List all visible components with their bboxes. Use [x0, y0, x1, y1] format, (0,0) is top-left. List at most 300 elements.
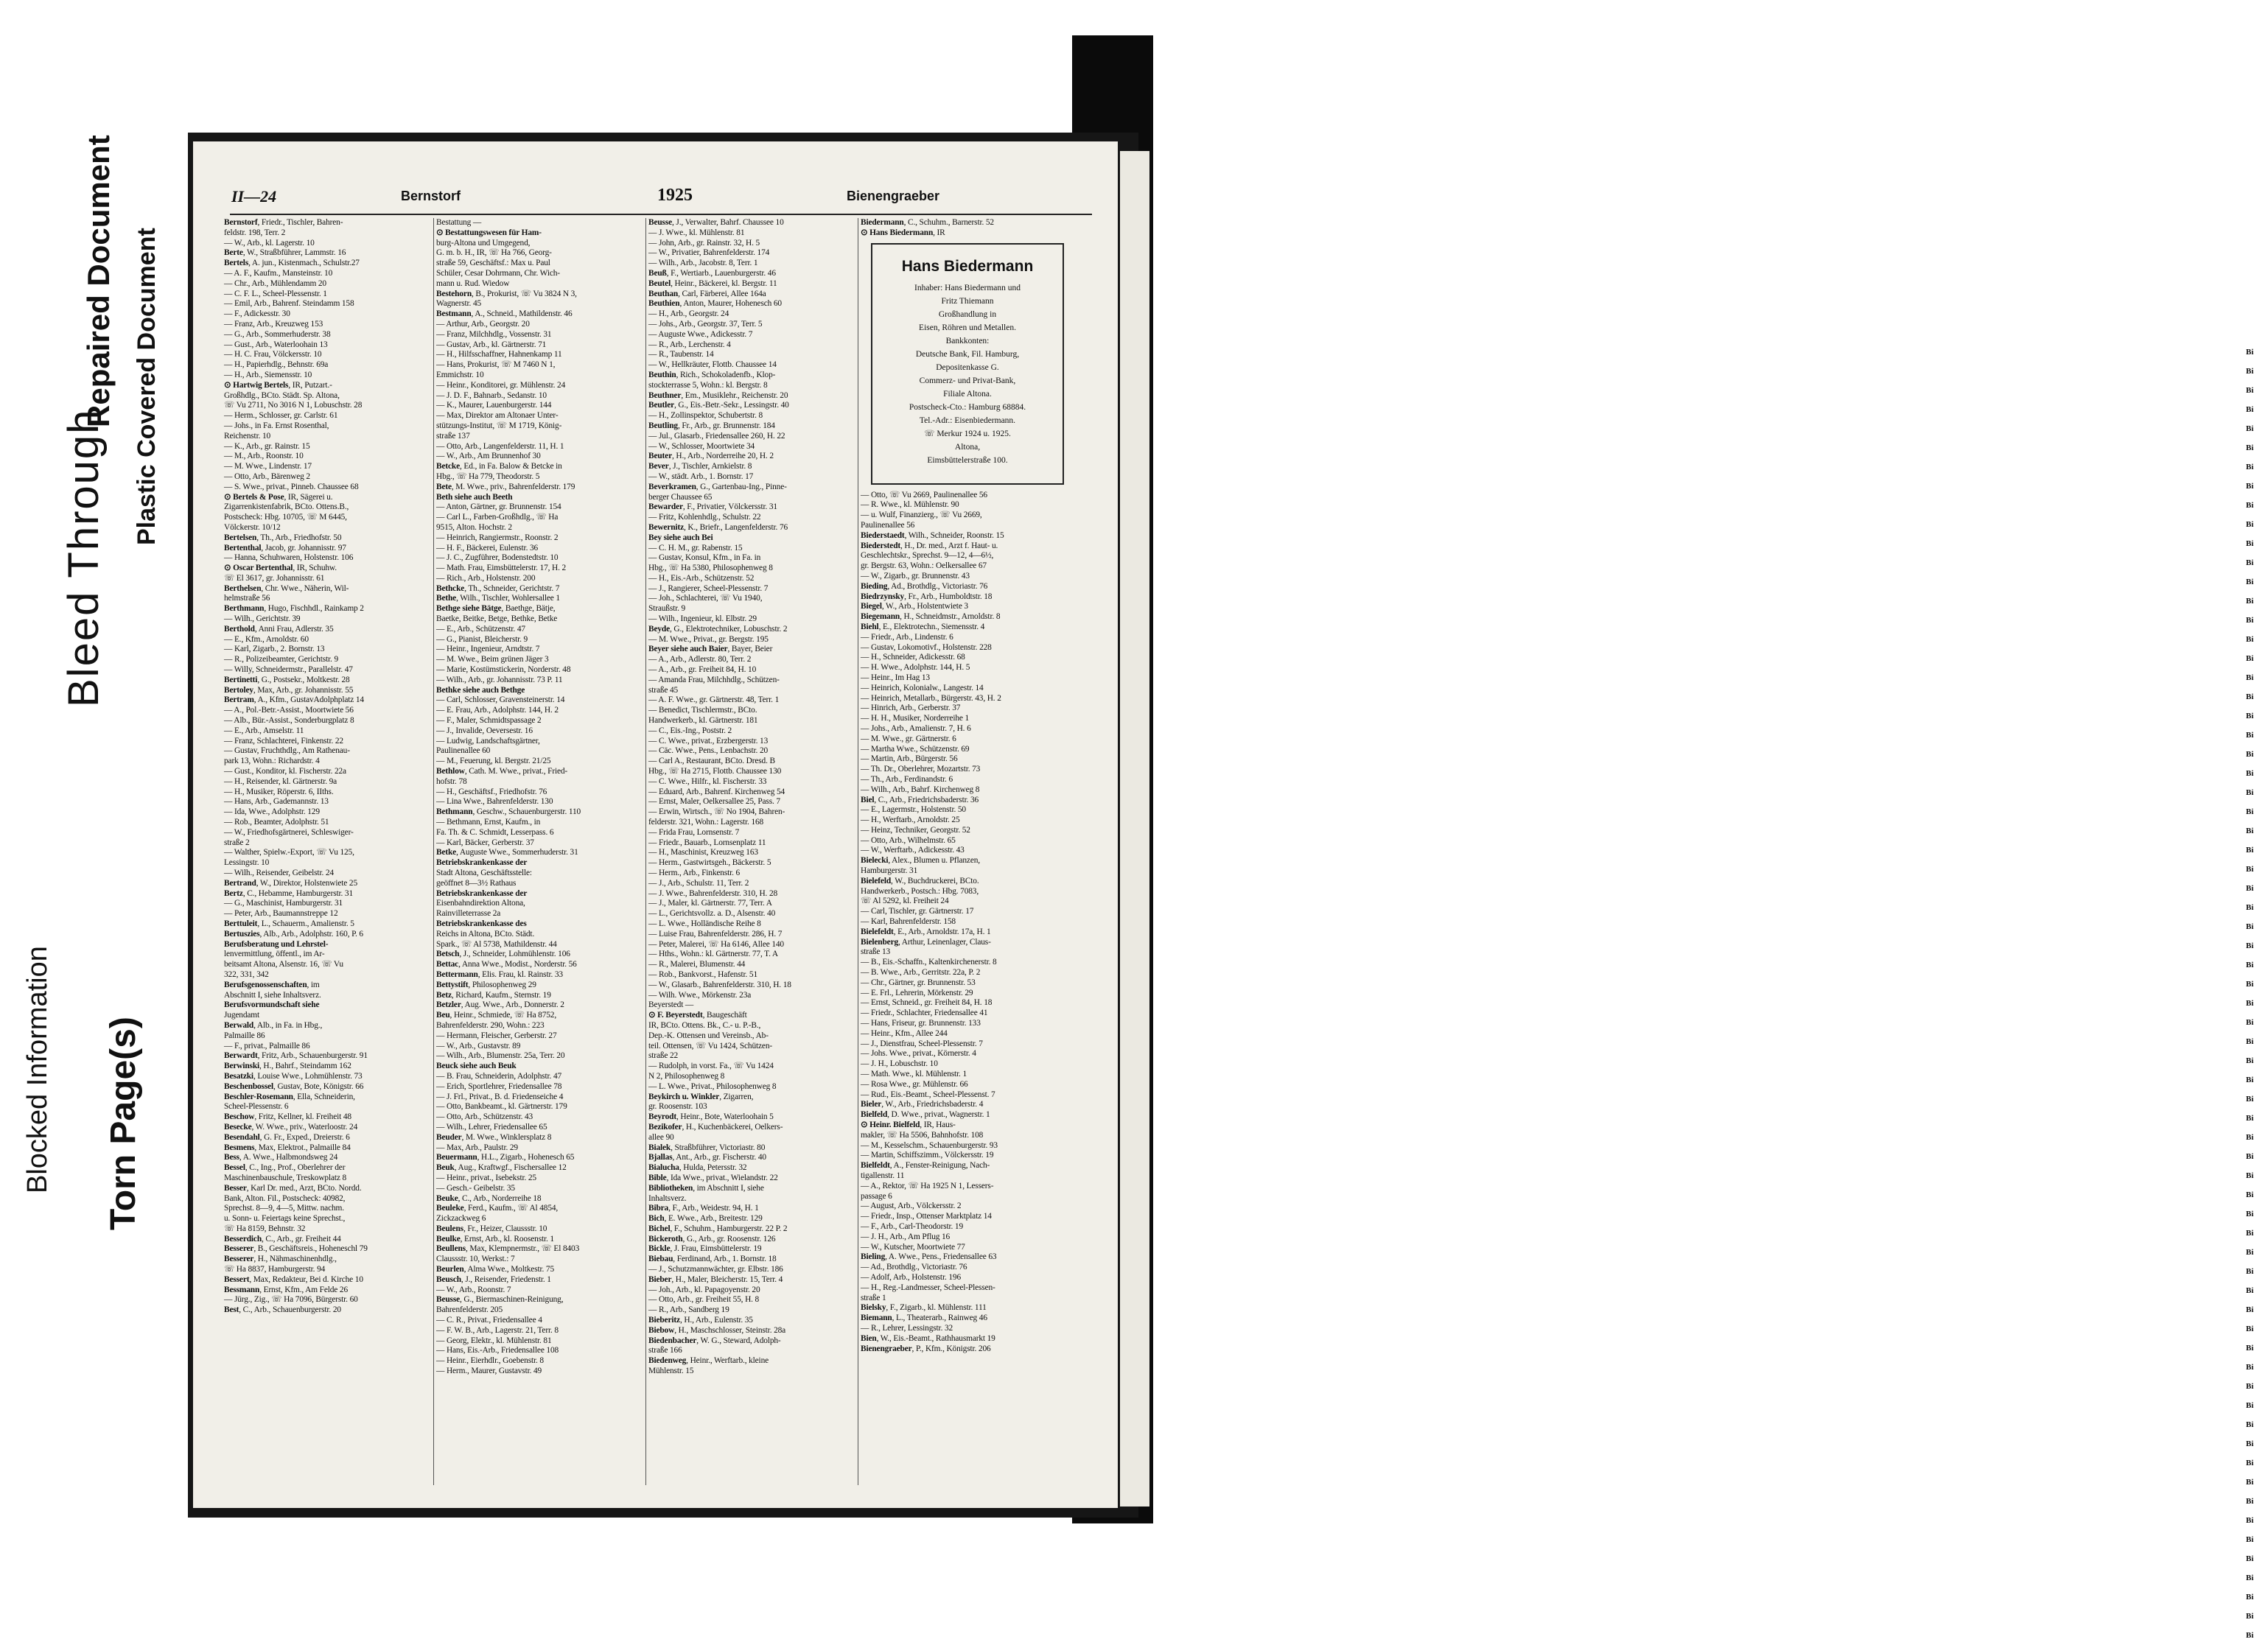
directory-entry-line: Straußstr. 9	[648, 604, 686, 614]
column-1	[224, 218, 432, 1493]
directory-entry-line: Bethge siehe Bätge, Baethge, Bätje,	[436, 604, 556, 614]
directory-entry-line: Bestehorn, B., Prokurist, ☏ Vu 3824 N 3,	[436, 289, 577, 298]
adjacent-page-fragment: Bi	[2246, 1401, 2254, 1410]
directory-entry-line: straße 2	[224, 838, 250, 847]
directory-entry-line: — Fritz, Kohlenhdlg., Schulstr. 22	[648, 513, 761, 522]
directory-entry-line: Betzler, Aug. Wwe., Arb., Donnerstr. 2	[436, 1000, 564, 1010]
directory-entry-line: hofstr. 78	[436, 776, 467, 786]
directory-entry-line: Bialucha, Hulda, Petersstr. 32	[648, 1163, 747, 1173]
directory-entry-line: Bieberitz, H., Arb., Eulenstr. 35	[648, 1316, 753, 1325]
directory-entry-line: Bewarder, F., Privatier, Völckersstr. 31	[648, 502, 777, 512]
adjacent-page-fragment: Bi	[2246, 961, 2254, 969]
directory-entry-line: Biedrzynsky, Fr., Arb., Humboldtstr. 18	[861, 592, 993, 601]
adjacent-page-fragment: Bi	[2246, 1095, 2254, 1104]
advertisement-line: Großhandlung in	[938, 309, 997, 319]
directory-entry-line: Bielfeldt, A., Fenster-Reinigung, Nach-	[861, 1161, 990, 1171]
directory-entry-line: Beyer siehe auch Baier, Bayer, Beier	[648, 645, 773, 654]
directory-entry-line: — W., Kutscher, Moortwiete 77	[861, 1242, 965, 1252]
directory-entry-line: Bank, Alton. Fil., Postscheck: 40982,	[224, 1193, 346, 1203]
directory-entry-line: — R., Arb., Sandberg 19	[648, 1305, 729, 1315]
adjacent-page-fragment: Bi	[2246, 1535, 2254, 1544]
directory-entry-line: gr. Bergstr. 63, Wohn.: Oelkersallee 67	[861, 561, 987, 571]
directory-entry-line: Beschow, Fritz, Kellner, kl. Freiheit 48	[224, 1112, 351, 1122]
adjacent-page-fragment: Bi	[2246, 1574, 2254, 1582]
directory-entry-line: — Carl, Tischler, gr. Gärtnerstr. 17	[861, 907, 974, 916]
adjacent-page-fragment: Bi	[2246, 884, 2254, 893]
directory-entry-line: Beuermann, H.L., Zigarb., Hohenesch 65	[436, 1153, 575, 1162]
adjacent-page-fragment: Bi	[2246, 1210, 2254, 1218]
directory-entry-line: — Heinz, Techniker, Georgstr. 52	[861, 825, 970, 835]
directory-entry-line: Bewernitz, K., Briefr., Langenfelderstr. 76	[648, 522, 788, 532]
directory-entry-line: Besserdich, C., Arb., gr. Freiheit 44	[224, 1234, 341, 1244]
directory-entry-line: Beuß, F., Wertiarb., Lauenburgerstr. 46	[648, 268, 776, 278]
directory-entry-line: — C., Eis.-Ing., Poststr. 2	[648, 726, 732, 735]
plastic-covered-document-note: Plastic Covered Document	[133, 228, 161, 545]
directory-entry-line: — Jürg., Zig., ☏ Ha 7096, Bürgerstr. 60	[224, 1295, 358, 1305]
directory-entry-line: Betcke, Ed., in Fa. Balow & Betcke in	[436, 462, 562, 471]
directory-entry-line: — Ludwig, Landschaftsgärtner,	[436, 736, 540, 746]
directory-entry-line: Besser, Karl Dr. med., Arzt, BCto. Nordd.	[224, 1183, 362, 1193]
column-2	[436, 218, 644, 1493]
directory-entry-line: — Hermann, Fleischer, Gerberstr. 27	[436, 1031, 557, 1040]
directory-entry-line: Baetke, Beitke, Betge, Bethke, Betke	[436, 614, 558, 624]
directory-entry-line: Berttuleit, L., Schauerm., Amalienstr. 5	[224, 919, 354, 928]
adjacent-page-fragment: Bi	[2246, 1420, 2254, 1429]
directory-entry-line: — J., Maler, kl. Gärtnerstr. 77, Terr. A	[648, 899, 772, 908]
directory-entry-line: — Chr., Arb., Mühlendamm 20	[224, 278, 326, 288]
adjacent-page-fragment: Bi	[2246, 1267, 2254, 1276]
directory-entry-line: — J. Wwe., kl. Mühlenstr. 81	[648, 228, 745, 237]
adjacent-page-fragment: Bi	[2246, 846, 2254, 855]
directory-entry-line: beitsamt Altona, Alsenstr. 16, ☏ Vu	[224, 960, 343, 969]
directory-page	[193, 141, 1118, 1508]
adjacent-page-fragment: Bi	[2246, 712, 2254, 720]
adjacent-page-fragment: Bi	[2246, 1018, 2254, 1027]
directory-entry-line: Bieding, Ad., Brothdlg., Victoriastr. 76	[861, 581, 988, 591]
directory-entry-line: — J., Rangierer, Scheel-Plessenstr. 7	[648, 583, 769, 593]
directory-entry-line: — Wilh., Reisender, Geibelstr. 24	[224, 869, 334, 877]
advertisement-line: Depositenkasse G.	[936, 362, 999, 372]
directory-entry-line: — J. H., Arb., Am Pflug 16	[861, 1232, 951, 1241]
directory-entry-line: Bertram, A., Kfm., GustavAdolphplatz 14	[224, 695, 364, 705]
directory-entry-line: Zickzackweg 6	[436, 1214, 486, 1224]
directory-entry-line: ☏ Ha 8159, Behnstr. 32	[224, 1224, 306, 1233]
directory-entry-line: Postscheck: Hbg. 10705, ☏ M 6445,	[224, 513, 347, 522]
directory-entry-line: Beverkramen, G., Gartenbau-Ing., Pinne-	[648, 482, 787, 491]
advertisement-title: Hans Biedermann	[901, 257, 1034, 275]
directory-entry-line: — W., Hellkräuter, Flottb. Chaussee 14	[648, 360, 777, 370]
directory-entry-line: Bien, W., Eis.-Beamt., Rathhausmarkt 19	[861, 1333, 995, 1343]
directory-entry-line: Bess, A. Wwe., Halbmondsweg 24	[224, 1153, 338, 1162]
directory-entry-line: 9515, Alton. Hochstr. 2	[436, 522, 512, 532]
directory-entry-line: — H. C. Frau, Völckersstr. 10	[224, 350, 322, 359]
directory-entry-line: — Bethmann, Ernst, Kaufm., in	[436, 818, 541, 827]
advertisement-line: Commerz- und Privat-Bank,	[919, 376, 1016, 385]
advertisement-line: Fritz Thiemann	[941, 296, 994, 306]
directory-entry-line: — H., Arb., Georgstr. 24	[648, 309, 729, 319]
directory-entry-line: — Otto, Arb., Langenfelderstr. 11, H. 1	[436, 441, 564, 451]
directory-entry-line: Biedenweg, Heinr., Werftarb., kleine	[648, 1356, 769, 1366]
directory-entry-line: Bettermann, Elis. Frau, kl. Rainstr. 33	[436, 969, 563, 979]
directory-entry-line: — Benedict, Tischlermstr., BCto.	[648, 706, 757, 715]
directory-entry-line: Beth siehe auch Beeth	[436, 492, 513, 502]
directory-entry-line: — A., Pol.-Betr.-Assist., Moortwiete 56	[224, 706, 354, 715]
directory-entry-line: — Th. Dr., Oberlehrer, Mozartstr. 73	[861, 765, 981, 774]
adjacent-page-fragment: Bi	[2246, 1171, 2254, 1180]
directory-entry-line: — H., Geschäftsf., Friedhofstr. 76	[436, 787, 547, 796]
adjacent-page-fragment: Bi	[2246, 616, 2254, 625]
adjacent-page-fragment: Bi	[2246, 1439, 2254, 1448]
directory-entry-line: Jugendamt	[224, 1011, 260, 1020]
directory-entry-line: — Frida Frau, Lornsenstr. 7	[648, 827, 740, 837]
directory-entry-line: — Joh., Schlachterei, ☏ Vu 1940,	[648, 594, 763, 603]
directory-entry-line: — Heinrich, Metallarb., Bürgerstr. 43, H. 2	[861, 693, 1001, 703]
directory-entry-line: Beusse, J., Verwalter, Bahrf. Chaussee 10	[648, 218, 784, 227]
header-year: 1925	[657, 186, 693, 205]
directory-entry-line: — F. W. B., Arb., Lagerstr. 21, Terr. 8	[436, 1325, 559, 1335]
directory-entry-line: Bieling, A. Wwe., Pens., Friedensallee 63	[861, 1252, 997, 1262]
directory-entry-line: — Ida, Wwe., Adolphstr. 129	[224, 807, 320, 817]
directory-entry-line: Spark., ☏ Al 5738, Mathildenstr. 44	[436, 939, 557, 949]
directory-entry-line: Bessert, Max, Redakteur, Bei d. Kirche 10	[224, 1274, 363, 1284]
directory-entry-line: berger Chaussee 65	[648, 492, 713, 502]
directory-entry-line: Beusch, J., Reisender, Friedenstr. 1	[436, 1274, 551, 1284]
adjacent-page-fragment: Bi	[2246, 1593, 2254, 1602]
adjacent-page-fragment: Bi	[2246, 769, 2254, 778]
torn-pages-note: Torn Page(s)	[104, 1017, 143, 1230]
directory-entry-line: — Carl, Schlosser, Gravensteinerstr. 14	[436, 695, 565, 705]
directory-entry-line: — H. F., Bäckerei, Eulenstr. 36	[436, 543, 539, 553]
adjacent-page-edge	[1120, 151, 2254, 1640]
directory-entry-line: — Heinr., Im Hag 13	[861, 673, 930, 682]
adjacent-page-fragment: Bi	[2246, 1248, 2254, 1257]
advertisement-line: Altona,	[954, 442, 981, 452]
directory-entry-line: — J., Invalide, Oeversestr. 16	[436, 726, 533, 735]
directory-entry-line: Bey siehe auch Bei	[648, 533, 713, 542]
adjacent-page-fragment: Bi	[2246, 1190, 2254, 1199]
directory-entry-line: — Heinrich, Rangiermstr., Roonstr. 2	[436, 533, 559, 542]
directory-entry-line: Betriebskrankenkasse der	[436, 888, 528, 898]
directory-entry-line: Bessmann, Ernst, Kfm., Am Felde 26	[224, 1285, 348, 1294]
column-4	[861, 218, 1068, 1493]
directory-entry-line: Bessel, C., Ing., Prof., Oberlehrer der	[224, 1163, 346, 1173]
directory-entry-line: Beuthien, Anton, Maurer, Hohenesch 60	[648, 299, 782, 309]
directory-entry-line: — M., Arb., Roonstr. 10	[224, 452, 304, 461]
directory-entry-line: — Gust., Arb., Waterloohain 13	[224, 340, 328, 349]
directory-entry-line: Bielefeld, W., Buchdruckerei, BCto.	[861, 876, 979, 885]
directory-entry-line: G. m. b. H., IR, ☏ Ha 766, Georg-	[436, 248, 552, 258]
directory-entry-line: teil. Ottensen, ☏ Vu 1424, Schützen-	[648, 1041, 773, 1051]
advertisement-line: Postscheck-Cto.: Hamburg 68884.	[909, 402, 1026, 412]
directory-entry-line: Berthold, Anni Frau, Adlerstr. 35	[224, 624, 334, 634]
repaired-document-note: Repaired Document	[81, 135, 116, 427]
advertisement-line: Eimsbüttelerstraße 100.	[927, 455, 1008, 465]
directory-entry-line: Biedenbacher, W. G., Steward, Adolph-	[648, 1336, 781, 1345]
directory-entry-line: Bertenthal, Jacob, gr. Johannisstr. 97	[224, 543, 346, 553]
directory-entry-line: Inhaltsverz.	[648, 1193, 687, 1203]
adjacent-page-fragment: Bi	[2246, 1631, 2254, 1640]
directory-entry-line: — Otto, Arb., gr. Freiheit 55, H. 8	[648, 1295, 760, 1305]
directory-entry-line: — S. Wwe., privat., Pinneb. Chaussee 68	[224, 482, 359, 491]
directory-entry-line: Beyerstedt —	[648, 1000, 694, 1010]
directory-entry-line: — H., Maschinist, Kreuzweg 163	[648, 848, 758, 857]
directory-entry-line: — F., Arb., Carl-Theodorstr. 19	[861, 1221, 964, 1231]
adjacent-page-fragment: Bi	[2246, 1612, 2254, 1621]
directory-entry-line: — C. Wwe., Hilfr., kl. Fischerstr. 33	[648, 776, 767, 786]
directory-entry-line: — Max, Direktor am Altonaer Unter-	[436, 411, 559, 421]
directory-entry-line: — Erwin, Wirtsch., ☏ No 1904, Bahren-	[648, 807, 785, 817]
directory-entry-line: — H. H., Musiker, Norderreihe 1	[861, 714, 970, 723]
adjacent-page-fragment: Bi	[2246, 1286, 2254, 1295]
adjacent-page-fragment: Bi	[2246, 941, 2254, 950]
directory-entry-line: — Wilh. Wwe., Mörkenstr. 23a	[648, 990, 752, 1000]
directory-entry-line: ⊙ F. Beyerstedt, Baugeschäft	[648, 1011, 747, 1020]
directory-entry-line: straße 137	[436, 431, 470, 441]
directory-entry-line: Besmens, Max, Elektrot., Palmaille 84	[224, 1143, 351, 1152]
directory-entry-line: — Franz, Arb., Kreuzweg 153	[224, 319, 323, 329]
directory-entry-line: — H., Schneider, Adickesstr. 68	[861, 653, 965, 662]
directory-entry-line: — J. Frl., Privat., B. d. Friedenseiche 4	[436, 1092, 564, 1101]
directory-entry-line: Bahrenfelderstr. 205	[436, 1305, 503, 1315]
advertisement-line: Inhaber: Hans Biedermann und	[914, 283, 1021, 292]
directory-entry-line: — H., Arb., Siemensstr. 10	[224, 370, 312, 379]
adjacent-page-fragment: Bi	[2246, 1363, 2254, 1372]
directory-entry-line: burg-Altona und Umgegend,	[436, 238, 531, 248]
directory-entry-line: — Wilh., Arb., Jacobstr. 8, Terr. 1	[648, 259, 758, 268]
adjacent-page-fragment: Bi	[2246, 654, 2254, 663]
directory-entry-line: Biemann, L., Theaterarb., Rainweg 46	[861, 1313, 987, 1323]
directory-entry-line: Bernstorf, Friedr., Tischler, Bahren-	[224, 218, 343, 227]
directory-entry-line: Palmaille 86	[224, 1031, 265, 1040]
directory-entry-line: — Rud., Eis.-Beamt., Scheel-Plessenst. 7	[861, 1090, 995, 1099]
directory-entry-line: — H., Zollinspektor, Schubertstr. 8	[648, 411, 763, 421]
directory-entry-line: — Hans, Eis.-Arb., Friedensallee 108	[436, 1346, 559, 1355]
directory-entry-line: Beuthan, Carl, Färberei, Allee 164a	[648, 289, 766, 298]
adjacent-page-fragment: Bi	[2246, 539, 2254, 548]
directory-entry-line: — Otto, Bankbeamt., kl. Gärtnerstr. 179	[436, 1102, 567, 1112]
directory-entry-line: — Otto, ☏ Vu 2669, Paulinenallee 56	[861, 490, 987, 499]
adjacent-page-fragment: Bi	[2246, 999, 2254, 1008]
directory-entry-line: — Otto, Arb., Bärenweg 2	[224, 471, 310, 481]
directory-entry-line: feldstr. 198, Terr. 2	[224, 228, 286, 237]
directory-entry-line: — R., Arb., Lerchenstr. 4	[648, 340, 731, 349]
adjacent-page-fragments	[2246, 343, 2268, 1645]
directory-entry-line: — B. Wwe., Arb., Gerritstr. 22a, P. 2	[861, 968, 981, 978]
blocked-information-note: Blocked Information	[22, 946, 53, 1193]
directory-entry-line: ☏ Al 5292, kl. Freiheit 24	[861, 897, 949, 906]
directory-entry-line: Paulinenallee 60	[436, 746, 491, 756]
directory-entry-line: — L., Gerichtsvollz. a. D., Alsenstr. 40	[648, 909, 776, 919]
directory-entry-line: — R. Wwe., kl. Mühlenstr. 90	[861, 500, 959, 510]
adjacent-page-fragment: Bi	[2246, 1554, 2254, 1563]
directory-entry-line: Völckerstr. 10/12	[224, 522, 281, 532]
adjacent-page-fragment: Bi	[2246, 424, 2254, 433]
directory-entry-line: Bibliotheken, im Abschnitt I, siehe	[648, 1183, 764, 1193]
directory-entry-line: gr. Roosenstr. 103	[648, 1102, 707, 1112]
page-number: II—24	[231, 187, 277, 206]
adjacent-page-fragment: Bi	[2246, 903, 2254, 912]
directory-entry-line: — Eduard, Arb., Bahrenf. Kirchenweg 54	[648, 787, 785, 796]
directory-entry-line: — Friedr., Bauarb., Lornsenplatz 11	[648, 838, 766, 847]
directory-entry-line: straße 13	[861, 947, 891, 957]
directory-entry-line: — Martha Wwe., Schützenstr. 69	[861, 744, 970, 754]
directory-entry-line: — M. Wwe., Privat., gr. Bergstr. 195	[648, 634, 769, 644]
advertisement-line: Deutsche Bank, Fil. Hamburg,	[915, 349, 1020, 359]
directory-entry-line: Bialek, Straßbführer, Victoriastr. 80	[648, 1143, 766, 1152]
directory-entry-line: — M. Wwe., Beim grünen Jäger 3	[436, 655, 549, 664]
directory-entry-line: mann u. Rud. Wiedow	[436, 278, 510, 288]
directory-entry-line: geöffnet 8—3½ Rathaus	[436, 878, 517, 888]
adjacent-page-fragment: Bi	[2246, 348, 2254, 357]
directory-entry-line: ☏ El 3617, gr. Johannisstr. 61	[224, 573, 325, 583]
adjacent-page-fragment: Bi	[2246, 635, 2254, 644]
directory-entry-line: — Arthur, Arb., Georgstr. 20	[436, 319, 530, 329]
directory-entry-line: — E., Lagermstr., Holstenstr. 50	[861, 805, 966, 815]
directory-entry-line: — L. Wwe., Privat., Philosophenweg 8	[648, 1081, 777, 1091]
directory-entry-line: Bjallas, Ant., Arb., gr. Fischerstr. 40	[648, 1153, 766, 1162]
directory-entry-line: — W., Arb., Gustavstr. 89	[436, 1041, 521, 1051]
directory-entry-line: — Luise Frau, Bahrenfelderstr. 286, H. 7	[648, 929, 783, 939]
directory-entry-line: — J. D. F., Bahnarb., Sedanstr. 10	[436, 390, 547, 400]
directory-entry-line: — Ad., Brothdlg., Victoriastr. 76	[861, 1263, 967, 1272]
directory-entry-line: — Hans, Friseur, gr. Brunnenstr. 133	[861, 1019, 981, 1028]
directory-entry-line: Berufsgenossenschaften, im	[224, 980, 320, 989]
directory-entry-line: Bete, M. Wwe., priv., Bahrenfelderstr. 179	[436, 482, 575, 491]
directory-entry-line: Biederstedt, H., Dr. med., Arzt f. Haut- u.	[861, 541, 998, 550]
directory-entry-line: — J. Wwe., Bahrenfelderstr. 310, H. 28	[648, 888, 778, 898]
directory-entry-line: N 2, Philosophenweg 8	[648, 1071, 725, 1081]
adjacent-page-fragment: Bi	[2246, 788, 2254, 797]
directory-entry-line: — Friedr., Insp., Ottenser Marktplatz 14	[861, 1212, 992, 1221]
directory-entry-line: — Gustav, Arb., kl. Gärtnerstr. 71	[436, 340, 547, 349]
directory-entry-line: — Gustav, Fruchthdlg., Am Rathenau-	[224, 746, 350, 756]
adjacent-page-fragment: Bi	[2246, 1344, 2254, 1353]
directory-entry-line: Reichenstr. 10	[224, 431, 271, 441]
adjacent-page-fragment: Bi	[2246, 1152, 2254, 1161]
directory-entry-line: — W., Glasarb., Bahrenfelderstr. 310, H. 18	[648, 980, 791, 989]
directory-entry-line: — F., privat., Palmaille 86	[224, 1041, 310, 1051]
directory-entry-line: — M. Wwe., gr. Gärtnerstr. 6	[861, 734, 956, 743]
directory-entry-line: — Willy, Schneidermstr., Parallelstr. 47	[224, 665, 353, 675]
directory-entry-line: Biel, C., Arb., Friedrichsbaderstr. 36	[861, 795, 979, 804]
directory-entry-line: Beulke, Ernst, Arb., kl. Roosenstr. 1	[436, 1234, 554, 1244]
directory-entry-line: park 13, Wohn.: Richardstr. 4	[224, 757, 320, 766]
directory-entry-line: ☏ Vu 2711, No 3016 N 1, Lobuschstr. 28	[224, 401, 363, 410]
directory-entry-line: straße 1	[861, 1293, 886, 1302]
advertisement-line: Eisen, Röhren und Metallen.	[919, 323, 1016, 332]
directory-entry-line: Biegemann, H., Schneidmstr., Arnoldstr. 8	[861, 612, 1001, 622]
directory-entry-line: — H., Hilfsschaffner, Hahnenkamp 11	[436, 350, 562, 359]
directory-entry-line: — Rob., Bankvorst., Hafenstr. 51	[648, 969, 758, 979]
directory-entry-line: helmstraße 56	[224, 594, 270, 603]
directory-entry-line: Bethcke, Th., Schneider, Gerichtstr. 7	[436, 583, 560, 593]
directory-entry-line: — J., Dienstfrau, Scheel-Plessenstr. 7	[861, 1039, 983, 1048]
directory-entry-line: — W., Friedhofsgärtnerei, Schleswiger-	[224, 827, 354, 837]
directory-entry-line: — W., Arb., kl. Lagerstr. 10	[224, 238, 315, 248]
directory-entry-line: Bertuszies, Alb., Arb., Adolphstr. 160, P. 6	[224, 929, 363, 939]
directory-entry-line: Bertoley, Max, Arb., gr. Johannisstr. 55	[224, 685, 354, 695]
directory-entry-line: — Cäc. Wwe., Pens., Lenbachstr. 20	[648, 746, 769, 756]
directory-entry-line: — E. Frl., Lehrerin, Mörkenstr. 29	[861, 988, 973, 997]
directory-entry-line: — Heinr., Ingenieur, Arndtstr. 7	[436, 645, 540, 654]
adjacent-page-fragment: Bi	[2246, 1305, 2254, 1314]
directory-entry-line: Beuter, H., Arb., Norderreihe 20, H. 2	[648, 452, 774, 461]
directory-entry-line: — K., Maurer, Lauenburgerstr. 144	[436, 401, 552, 410]
directory-entry-line: Berufsvormundschaft siehe	[224, 1000, 320, 1010]
directory-entry-line: straße 22	[648, 1051, 679, 1061]
directory-entry-line: — Joh., Arb., kl. Papagoyenstr. 20	[648, 1285, 760, 1294]
adjacent-page-fragment: Bi	[2246, 1497, 2254, 1506]
directory-entry-line: Beschler-Rosemann, Ella, Schneiderin,	[224, 1092, 355, 1101]
directory-entry-line: — Anton, Gärtner, gr. Brunnenstr. 154	[436, 502, 561, 512]
directory-entry-line: — M. Wwe., Lindenstr. 17	[224, 462, 312, 471]
directory-entry-line: — J. H., Lobuschstr. 10	[861, 1059, 938, 1069]
directory-entry-line: Beuthner, Em., Musiklehr., Reichenstr. 20	[648, 390, 788, 400]
adjacent-page-fragment: Bi	[2246, 807, 2254, 816]
directory-entry-line: — Wilh., Gerichtstr. 39	[224, 614, 301, 624]
header-rule	[230, 214, 1092, 215]
advertisement-line: Filiale Altona.	[943, 389, 992, 399]
directory-entry-line: Emmichstr. 10	[436, 370, 484, 379]
directory-entry-line: — W., Arb., Am Brunnenhof 30	[436, 452, 541, 461]
directory-entry-line: Bielefeldt, E., Arb., Arnoldstr. 17a, H. 1	[861, 927, 991, 936]
directory-entry-line: 322, 331, 342	[224, 969, 269, 979]
bleed-through-note-spaced: Bleed Through	[60, 408, 108, 707]
directory-entry-line: Bielfeld, D. Wwe., privat., Wagnerstr. 1	[861, 1110, 990, 1120]
directory-entry-line: Beusse, G., Biermaschinen-Reinigung,	[436, 1295, 564, 1305]
directory-entry-line: — R., Taubenstr. 14	[648, 350, 714, 359]
adjacent-page-fragment: Bi	[2246, 443, 2254, 452]
adjacent-page-fragment: Bi	[2246, 1516, 2254, 1525]
directory-entry-line: — Gustav, Konsul, Kfm., in Fa. in	[648, 553, 761, 563]
directory-entry-line: Biehl, E., Elektrotechn., Siemensstr. 4	[861, 622, 985, 631]
directory-entry-line: Beykirch u. Winkler, Zigarren,	[648, 1092, 754, 1101]
directory-entry-line: — A. F., Kaufm., Mansteinstr. 10	[224, 268, 333, 278]
directory-entry-line: — Karl, Zigarb., 2. Bornstr. 13	[224, 645, 325, 654]
directory-entry-line: Best, C., Arb., Schauenburgerstr. 20	[224, 1305, 341, 1315]
directory-entry-line: Bever, J., Tischler, Arnkielstr. 8	[648, 462, 752, 471]
directory-entry-line: Berwinski, H., Bahrf., Steindamm 162	[224, 1062, 351, 1071]
directory-entry-line: — W., Arb., Roonstr. 7	[436, 1285, 511, 1294]
directory-entry-line: Zigarrenkistenfabrik, BCto. Ottens.B.,	[224, 502, 349, 512]
directory-entry-line: — u. Wulf, Finanzierg., ☏ Vu 2669,	[861, 511, 982, 520]
directory-entry-line: Betke, Auguste Wwe., Sommerhuderstr. 31	[436, 848, 578, 857]
directory-entry-line: — C. Wwe., privat., Erzbergerstr. 13	[648, 736, 769, 746]
directory-entry-line: — Carl L., Farben-Großhdlg., ☏ Ha	[436, 513, 559, 522]
directory-entry-line: — Johs. Wwe., privat., Körnerstr. 4	[861, 1049, 976, 1059]
directory-entry-line: Bertz, C., Hebamme, Hamburgerstr. 31	[224, 888, 354, 898]
directory-entry-line: ⊙ Heinr. Bielfeld, IR, Haus-	[861, 1120, 956, 1129]
directory-entry-line: Bertinetti, G., Postsekr., Moltkestr. 28	[224, 675, 350, 684]
advertisement-line: ☏ Merkur 1924 u. 1925.	[924, 429, 1011, 438]
directory-entry-line: — Heinr., Eierhdlr., Goebenstr. 8	[436, 1356, 544, 1366]
directory-entry-line: — L. Wwe., Holländische Reihe 8	[648, 919, 761, 928]
directory-entry-line: — Herm., Gastwirtsgeh., Bäckerstr. 5	[648, 858, 771, 868]
directory-entry-line: allee 90	[648, 1132, 674, 1142]
directory-entry-line: Bich, E. Wwe., Arb., Breitestr. 129	[648, 1214, 763, 1224]
directory-entry-line: — Jul., Glasarb., Friedensallee 260, H. 22	[648, 431, 785, 441]
directory-entry-line: — H. Wwe., Adolphstr. 144, H. 5	[861, 663, 970, 673]
directory-entry-line: Beutler, G., Eis.-Betr.-Sekr., Lessingstr. 40	[648, 401, 789, 410]
directory-entry-line: Bible, Ida Wwe., privat., Wielandstr. 22	[648, 1173, 778, 1182]
directory-entry-line: — M., Feuerung, kl. Bergstr. 21/25	[436, 757, 551, 766]
directory-entry-line: Schüler, Cesar Dohrmann, Chr. Wich-	[436, 268, 560, 278]
directory-entry-line: straße 166	[648, 1346, 682, 1355]
directory-entry-line: — C. H. M., gr. Rabenstr. 15	[648, 543, 743, 553]
adjacent-page-fragment: Bi	[2246, 731, 2254, 740]
directory-entry-line: — Lina Wwe., Bahrenfelderstr. 130	[436, 797, 553, 807]
directory-entry-line: — Hanna, Schuhwaren, Holstenstr. 106	[224, 553, 354, 563]
